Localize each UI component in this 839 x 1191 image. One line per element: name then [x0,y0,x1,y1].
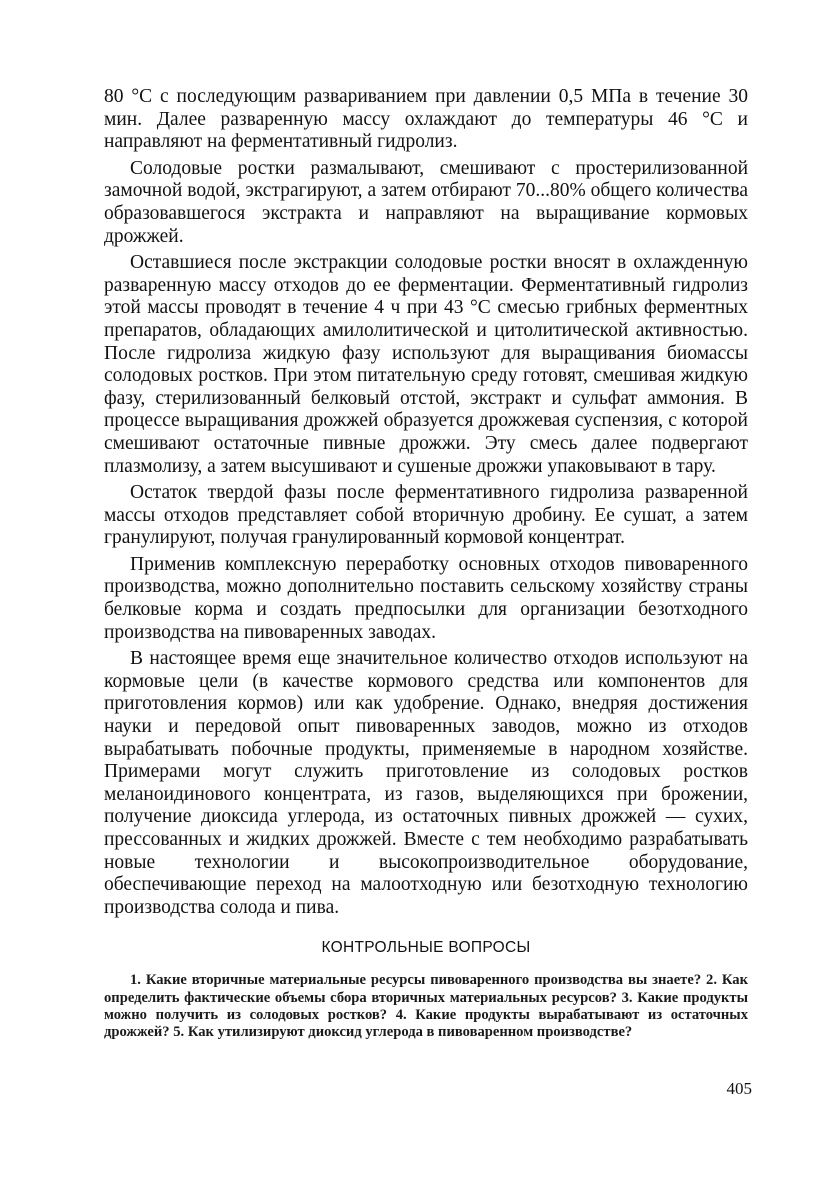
paragraph-5: Применив комплексную переработку основных отходов пивоваренного производства, можно дополнительно поставить сельскому хозяйству страны белковые корма и создать предпосылки для организации безотходного производства на пивоваренных заводах. [104,553,748,643]
page-number: 405 [726,1079,752,1098]
section-heading: КОНТРОЛЬНЫЕ ВОПРОСЫ [321,939,531,957]
paragraph-6: В настоящее время еще значительное количество отходов используют на кормовые цели (в качестве кормового средства или компонентов для приготовления кормов) или как удобрение. Однако, внедряя достижения науки и передовой опыт пивоваренных заводов, можно из отходов вырабатывать побочные продукты, применяемые в народном хозяйстве. Примерами могут служить приготовление из солодовых ростков меланоидинового концентрата, из газов, выделяющихся при брожении, получение диоксида углерода, из остаточных пивных дрожжей — сухих, прессованных и жидких дрожжей. Вместе с тем необходимо разрабатывать новые технологии и высокопроизводительное оборудование, обеспечивающие переход на малоотходную или безотходную технологию производства солода и пива. [104,648,748,918]
review-questions: 1. Какие вторичные материальные ресурсы пивоваренного производства вы знаете? 2. Как определить фактические объемы сбора вторичных материальных ресурсов? 3. Какие продукты можно получить из солодовых ростков? 4. Какие продукты вырабатывают из остаточных дрожжей? 5. Как утилизируют диоксид углерода в пивоваренном производстве? [104,972,748,1040]
paragraph-3: Оставшиеся после экстракции солодовые ростки вносят в охлажденную разваренную массу отходов до ее ферментации. Ферментативный гидролиз этой массы проводят в течение 4 ч при 43 °C смесью грибных ферментных препаратов, обладающих амилолитической и цитолитической активностью. После гидролиза жидкую фазу используют для выращивания биомассы солодовых ростков. При этом питательную среду готовят, смешивая жидкую фазу, стерилизованный белковый отстой, экстракт и сульфат аммония. В процессе выращивания дрожжей образуется дрожжевая суспензия, с которой смешивают остаточные пивные дрожжи. Эту смесь далее подвергают плазмолизу, а затем высушивают и сушеные дрожжи упаковывают в тару. [104,252,748,477]
paragraph-4: Остаток твердой фазы после ферментативного гидролиза разваренной массы отходов представляет собой вторичную дробину. Ее сушат, а затем гранулируют, получая гранулированный кормовой концентрат. [104,482,748,549]
paragraph-2: Солодовые ростки размалывают, смешивают с простерилизованной замочной водой, экстрагируют, а затем отбирают 70...80% общего количества образовавшегося экстракта и направляют на выращивание кормовых дрожжей. [104,157,748,247]
paragraph-1: 80 °C с последующим развариванием при давлении 0,5 МПа в течение 30 мин. Далее разваренную массу охлаждают до температуры 46 °C и направляют на ферментативный гидролиз. [104,86,748,153]
page-body [104,86,748,1041]
